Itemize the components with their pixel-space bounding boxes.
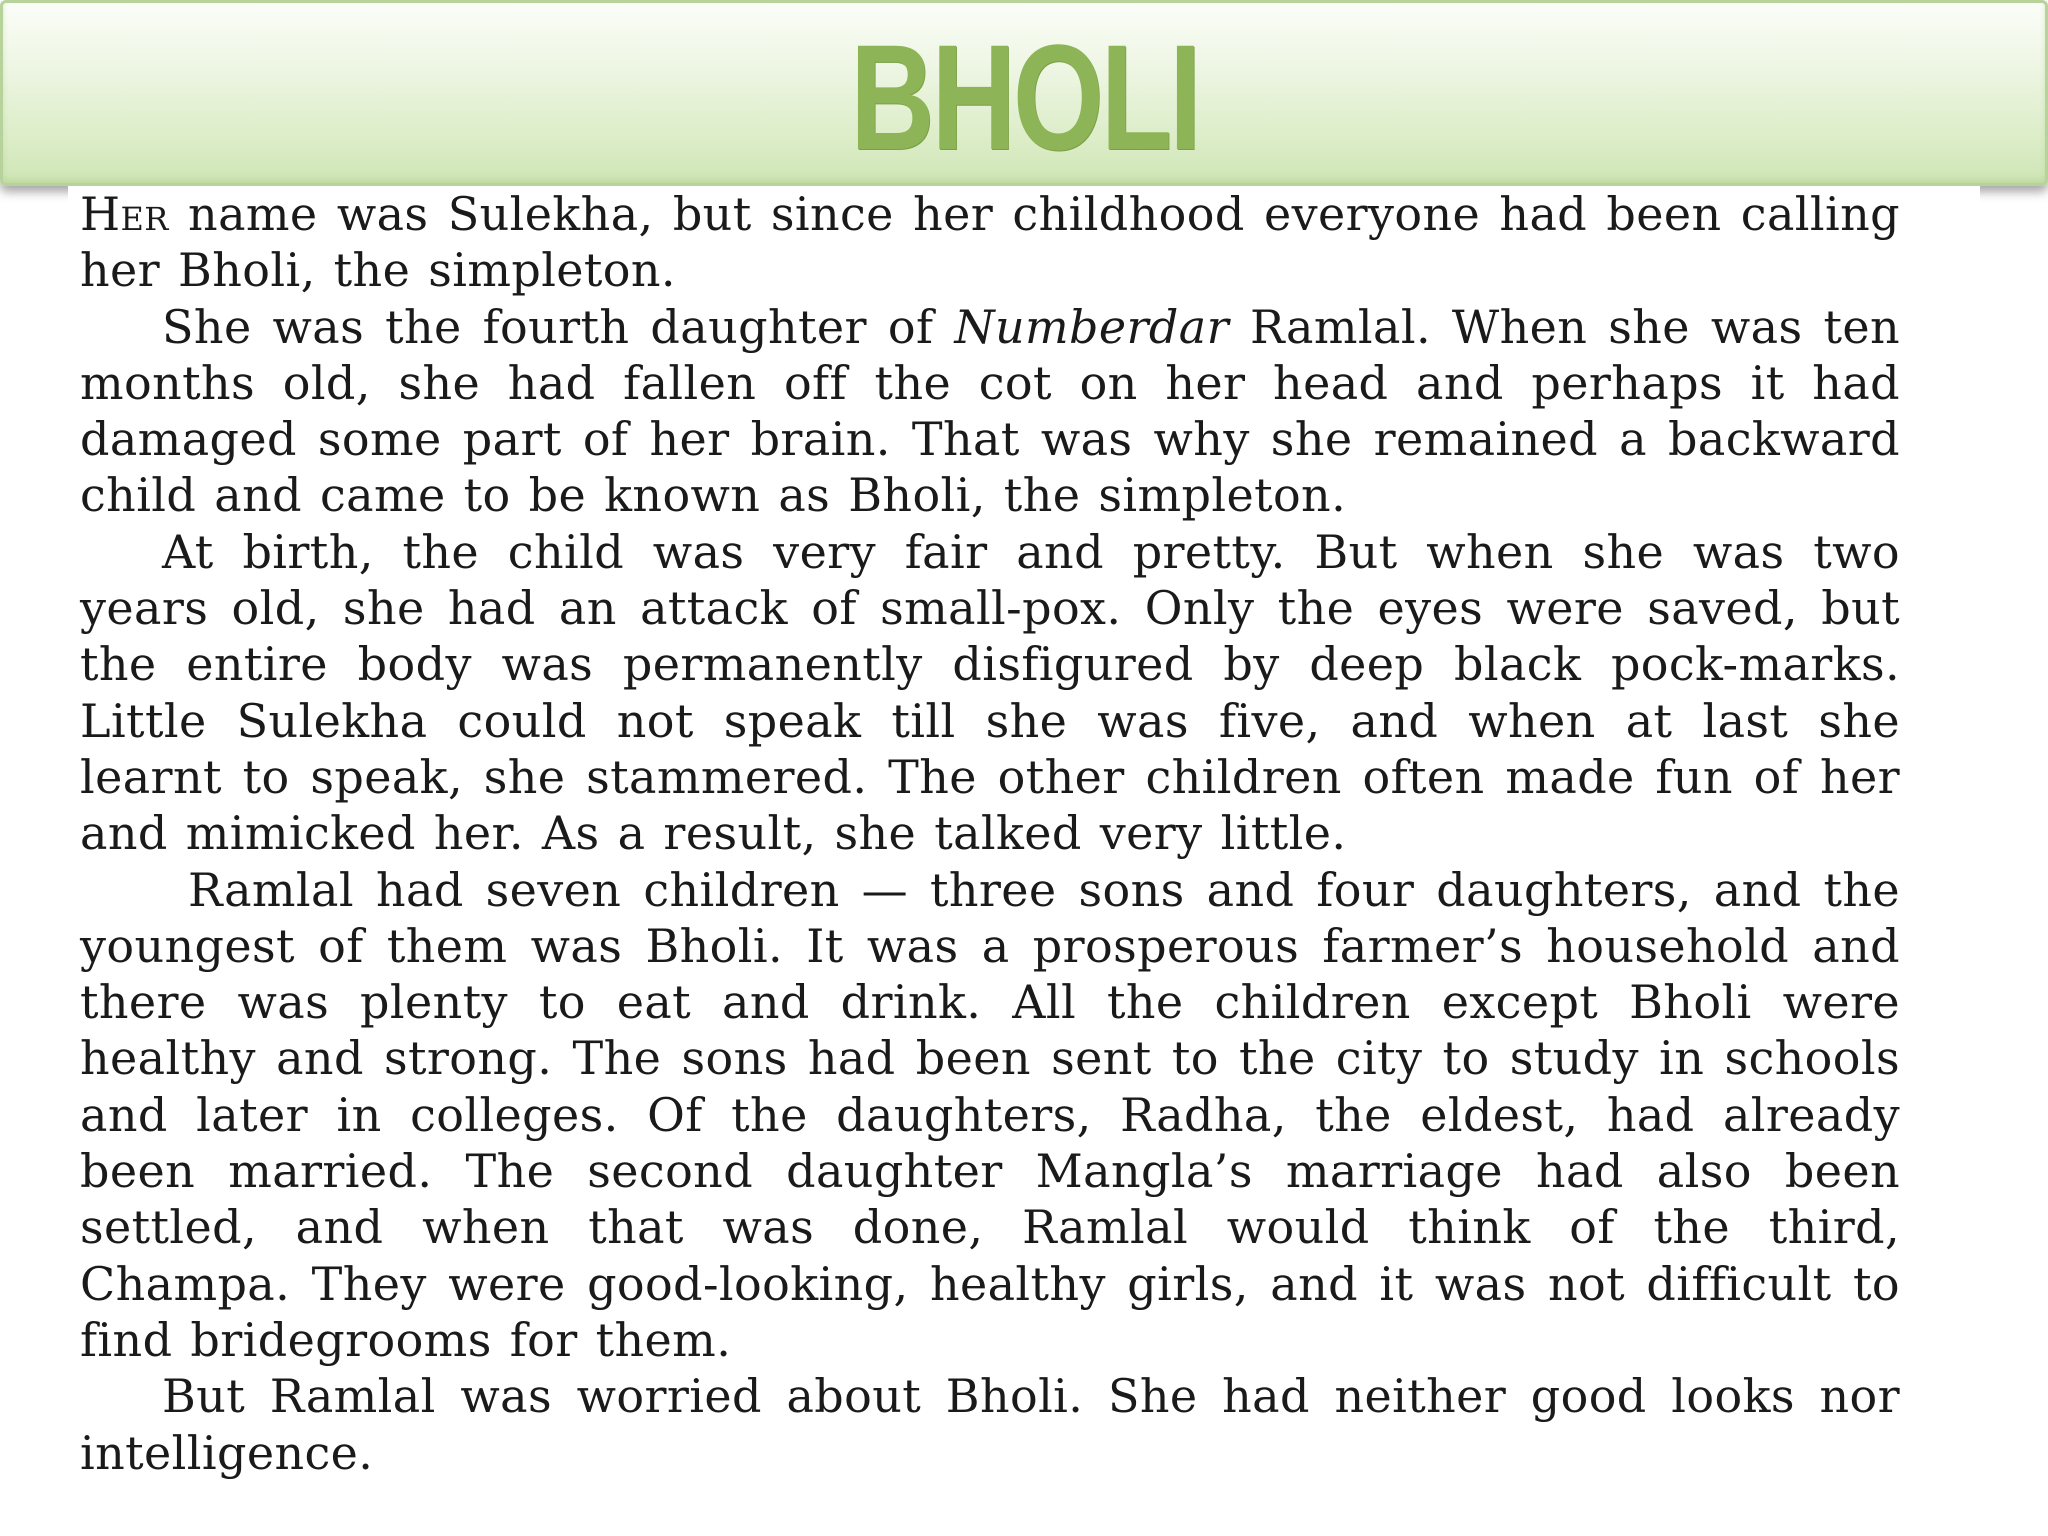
paragraph-2	[80, 299, 1900, 524]
paragraph-text-before: She was the fourth daughter of	[162, 299, 955, 354]
paragraph-text: name was Sulekha, but since her childhood everyone had been calling her Bholi, the simpleton.	[80, 187, 1900, 298]
paragraph-italic-term: Numberdar	[954, 299, 1229, 354]
paragraph-3: At birth, the child was very fair and pretty. But when she was two years old, she had an attack of small-pox. Only the eyes were saved, but the entire body was permanently disfigured by deep black pock-marks. Little Sulekha could not speak till she was five, and when at last she learnt to speak, she stammered. The other children often made fun of her and mimicked her. As a result, she talked very little.	[80, 524, 1900, 861]
paragraph-lead-word: Her	[80, 187, 169, 241]
story-text	[80, 186, 1900, 1481]
paragraph-text-after: Ramlal. When she was ten months old, she had fallen off the cot on her head and perhaps it had damaged some part of her brain. That was why she remained a backward child and came to be known as Bholi, the simpleton.	[80, 299, 1900, 523]
title-banner	[0, 0, 2048, 186]
paragraph-1	[80, 186, 1900, 299]
paragraph-4: Ramlal had seven children — three sons and four daughters, and the youngest of them was Bholi. It was a prosperous farmer’s household and there was plenty to eat and drink. All the children except Bholi were healthy and strong. The sons had been sent to the city to study in schools and later in colleges. Of the daughters, Radha, the eldest, had already been married. The second daughter Mangla’s marriage had also been settled, and when that was done, Ramlal would think of the third, Champa. They were good-looking, healthy girls, and it was not difficult to find bridegrooms for them.	[80, 862, 1900, 1367]
paragraph-5: But Ramlal was worried about Bholi. She had neither good looks nor intelligence.	[80, 1369, 1900, 1480]
page-title: BHOLI	[849, 13, 1199, 181]
